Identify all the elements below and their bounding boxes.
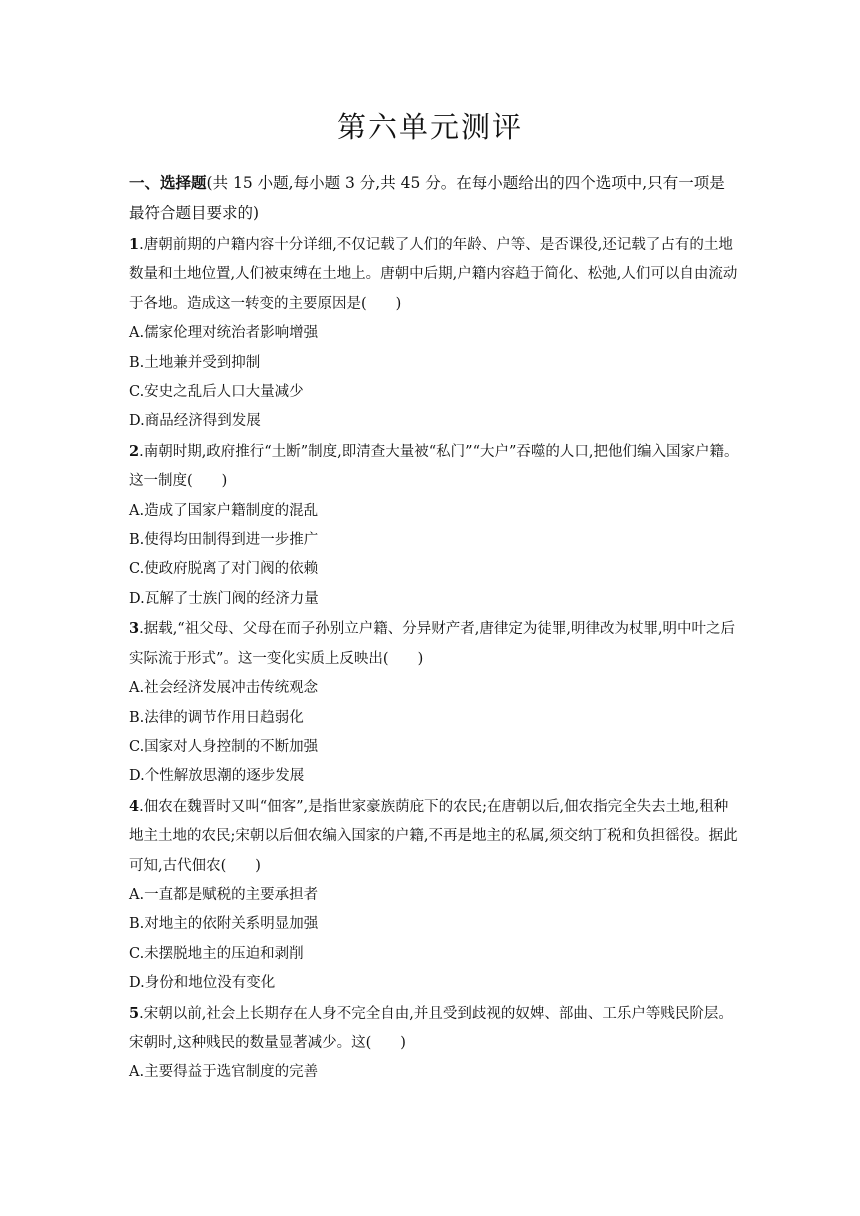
question-number: 5 <box>129 1004 140 1022</box>
option-b: B.土地兼并受到抑制 <box>129 354 261 371</box>
section-lead: 一、选择题 <box>129 174 207 192</box>
option-a: A.造成了国家户籍制度的混乱 <box>129 502 319 519</box>
question-number: 3 <box>129 620 140 638</box>
option-d: D.瓦解了士族门阀的经济力量 <box>129 590 319 607</box>
option-d: D.个性解放思潮的逐步发展 <box>129 768 305 785</box>
question-stem <box>129 999 739 1059</box>
option-c: C.国家对人身控制的不断加强 <box>129 738 319 755</box>
question-4 <box>129 792 739 999</box>
question-5 <box>129 999 739 1088</box>
question-text: .南朝时期,政府推行“土断”制度,即清查大量被“私门”“大户”吞噬的人口,把他们编入国家户籍。这一制度( ) <box>129 443 739 490</box>
option-a: A.主要得益于选官制度的完善 <box>129 1064 319 1081</box>
question-stem <box>129 792 739 881</box>
option-b: B.使得均田制得到进一步推广 <box>129 532 319 549</box>
option-a: A.儒家伦理对统治者影响增强 <box>129 325 319 342</box>
question-number: 1 <box>129 236 140 253</box>
question-stem <box>129 614 739 674</box>
question-text: .据载,“祖父母、父母在而子孙别立户籍、分异财产者,唐律定为徒罪,明律改为杖罪,明中叶之后实际流于形式”。这一变化实质上反映出( ) <box>129 621 736 667</box>
question-text: .宋朝以前,社会上长期存在人身不完全自由,并且受到歧视的奴婢、部曲、工乐户等贱民阶层。宋朝时,这种贱民的数量显著减少。这( ) <box>129 1005 733 1051</box>
question-number: 2 <box>129 442 140 460</box>
question-stem <box>129 230 739 319</box>
question-1 <box>129 230 739 437</box>
option-c: C.未摆脱地主的压迫和剥削 <box>129 945 304 962</box>
page-title: 第六单元测评 <box>336 110 523 144</box>
question-2 <box>129 437 739 614</box>
section-heading <box>129 168 739 228</box>
option-b: B.对地主的依附关系明显加强 <box>129 916 319 933</box>
option-a: A.社会经济发展冲击传统观念 <box>129 680 319 697</box>
question-stem <box>129 437 739 497</box>
option-c: C.安史之乱后人口大量减少 <box>129 384 304 401</box>
question-3 <box>129 614 739 791</box>
option-b: B.法律的调节作用日趋弱化 <box>129 709 304 726</box>
option-a: A.一直都是赋税的主要承担者 <box>129 886 319 903</box>
question-number: 4 <box>129 797 140 815</box>
question-text: .唐朝前期的户籍内容十分详细,不仅记载了人们的年龄、户等、是否课役,还记载了占有的土地数量和土地位置,人们被束缚在土地上。唐朝中后期,户籍内容趋于简化、松弛,人们可以自由流动于各地。造成这一转变的主要原因是( ) <box>129 237 738 312</box>
option-d: D.身份和地位没有变化 <box>129 975 276 992</box>
document-body <box>129 168 739 1088</box>
option-c: C.使政府脱离了对门阀的依赖 <box>129 561 319 578</box>
section-note: (共 15 小题,每小题 3 分,共 45 分。在每小题给出的四个选项中,只有一项是最符合题目要求的) <box>129 174 725 222</box>
option-d: D.商品经济得到发展 <box>129 413 261 430</box>
question-text: .佃农在魏晋时又叫“佃客”,是指世家豪族荫庇下的农民;在唐朝以后,佃农指完全失去土地,租种地主土地的农民;宋朝以后佃农编入国家的户籍,不再是地主的私属,须交纳丁税和负担徭役。据此可知,古代佃农( ) <box>129 798 738 874</box>
